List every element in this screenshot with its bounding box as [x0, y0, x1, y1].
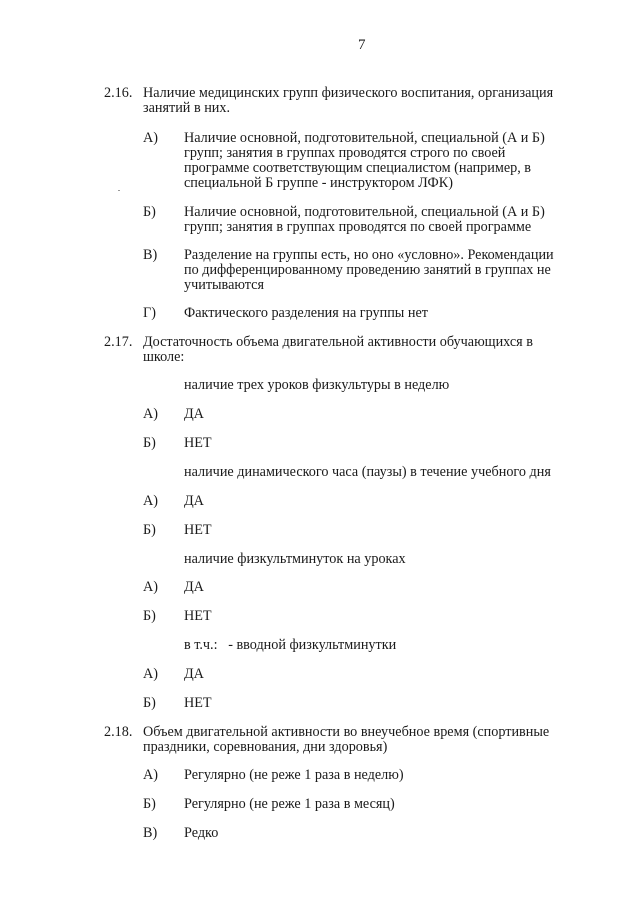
option-label: Б): [143, 695, 156, 711]
option-text: ДА: [184, 406, 204, 422]
subgroup-heading: наличие динамического часа (паузы) в течение учебного дня: [184, 464, 551, 480]
option-text: ДА: [184, 666, 204, 682]
option-text: НЕТ: [184, 522, 212, 538]
section-number: 2.17.: [104, 334, 133, 350]
option-label: А): [143, 406, 158, 422]
option-text-line: Разделение на группы есть, но оно «условно». Рекомендации: [184, 247, 554, 263]
section-title-line: школе:: [143, 349, 185, 365]
option-text: НЕТ: [184, 435, 212, 451]
subgroup-heading: наличие трех уроков физкультуры в неделю: [184, 377, 450, 393]
option-text-line: специальной Б группе - инструктором ЛФК): [184, 175, 453, 191]
section-title-line: Достаточность объема двигательной активности обучающихся в: [143, 334, 533, 350]
section-number: 2.16.: [104, 85, 133, 101]
section-title-line: праздники, соревнования, дни здоровья): [143, 739, 388, 755]
option-label: В): [143, 247, 158, 263]
option-label: Г): [143, 305, 156, 321]
option-text-line: учитываются: [184, 277, 264, 293]
option-text: НЕТ: [184, 608, 212, 624]
section-title-line: Объем двигательной активности во внеучебное время (спортивные: [143, 724, 550, 740]
option-label: Б): [143, 522, 156, 538]
option-label: Б): [143, 796, 156, 812]
section-title-line: занятий в них.: [143, 100, 231, 116]
option-text-line: Наличие основной, подготовительной, специальной (А и Б): [184, 130, 545, 146]
section-title-line: Наличие медицинских групп физического воспитания, организация: [143, 85, 554, 101]
option-text: Редко: [184, 825, 219, 841]
subgroup-heading: наличие физкультминуток на уроках: [184, 551, 406, 567]
option-text: ДА: [184, 579, 204, 595]
section-number: 2.18.: [104, 724, 133, 740]
option-text-line: по дифференцированному проведению занятий в группах не: [184, 262, 551, 278]
option-text: НЕТ: [184, 695, 212, 711]
subgroup-heading: в т.ч.: - вводной физкультминутки: [184, 637, 397, 653]
option-label: А): [143, 130, 158, 146]
option-label: А): [143, 493, 158, 509]
option-label: В): [143, 825, 158, 841]
option-label: Б): [143, 204, 156, 220]
margin-mark: [118, 190, 120, 191]
option-label: А): [143, 767, 158, 783]
option-text-line: Наличие основной, подготовительной, специальной (А и Б): [184, 204, 545, 220]
option-text: Регулярно (не реже 1 раза в месяц): [184, 796, 395, 812]
option-label: А): [143, 579, 158, 595]
option-text: ДА: [184, 493, 204, 509]
option-text: Регулярно (не реже 1 раза в неделю): [184, 767, 404, 783]
option-text-line: программе соответствующим специалистом (например, в: [184, 160, 532, 176]
option-text-line: Фактического разделения на группы нет: [184, 305, 428, 321]
option-text-line: групп; занятия в группах проводятся строго по своей: [184, 145, 506, 161]
option-label: Б): [143, 435, 156, 451]
option-text-line: групп; занятия в группах проводятся по своей программе: [184, 219, 532, 235]
page-number: 7: [358, 37, 366, 53]
option-label: А): [143, 666, 158, 682]
option-label: Б): [143, 608, 156, 624]
